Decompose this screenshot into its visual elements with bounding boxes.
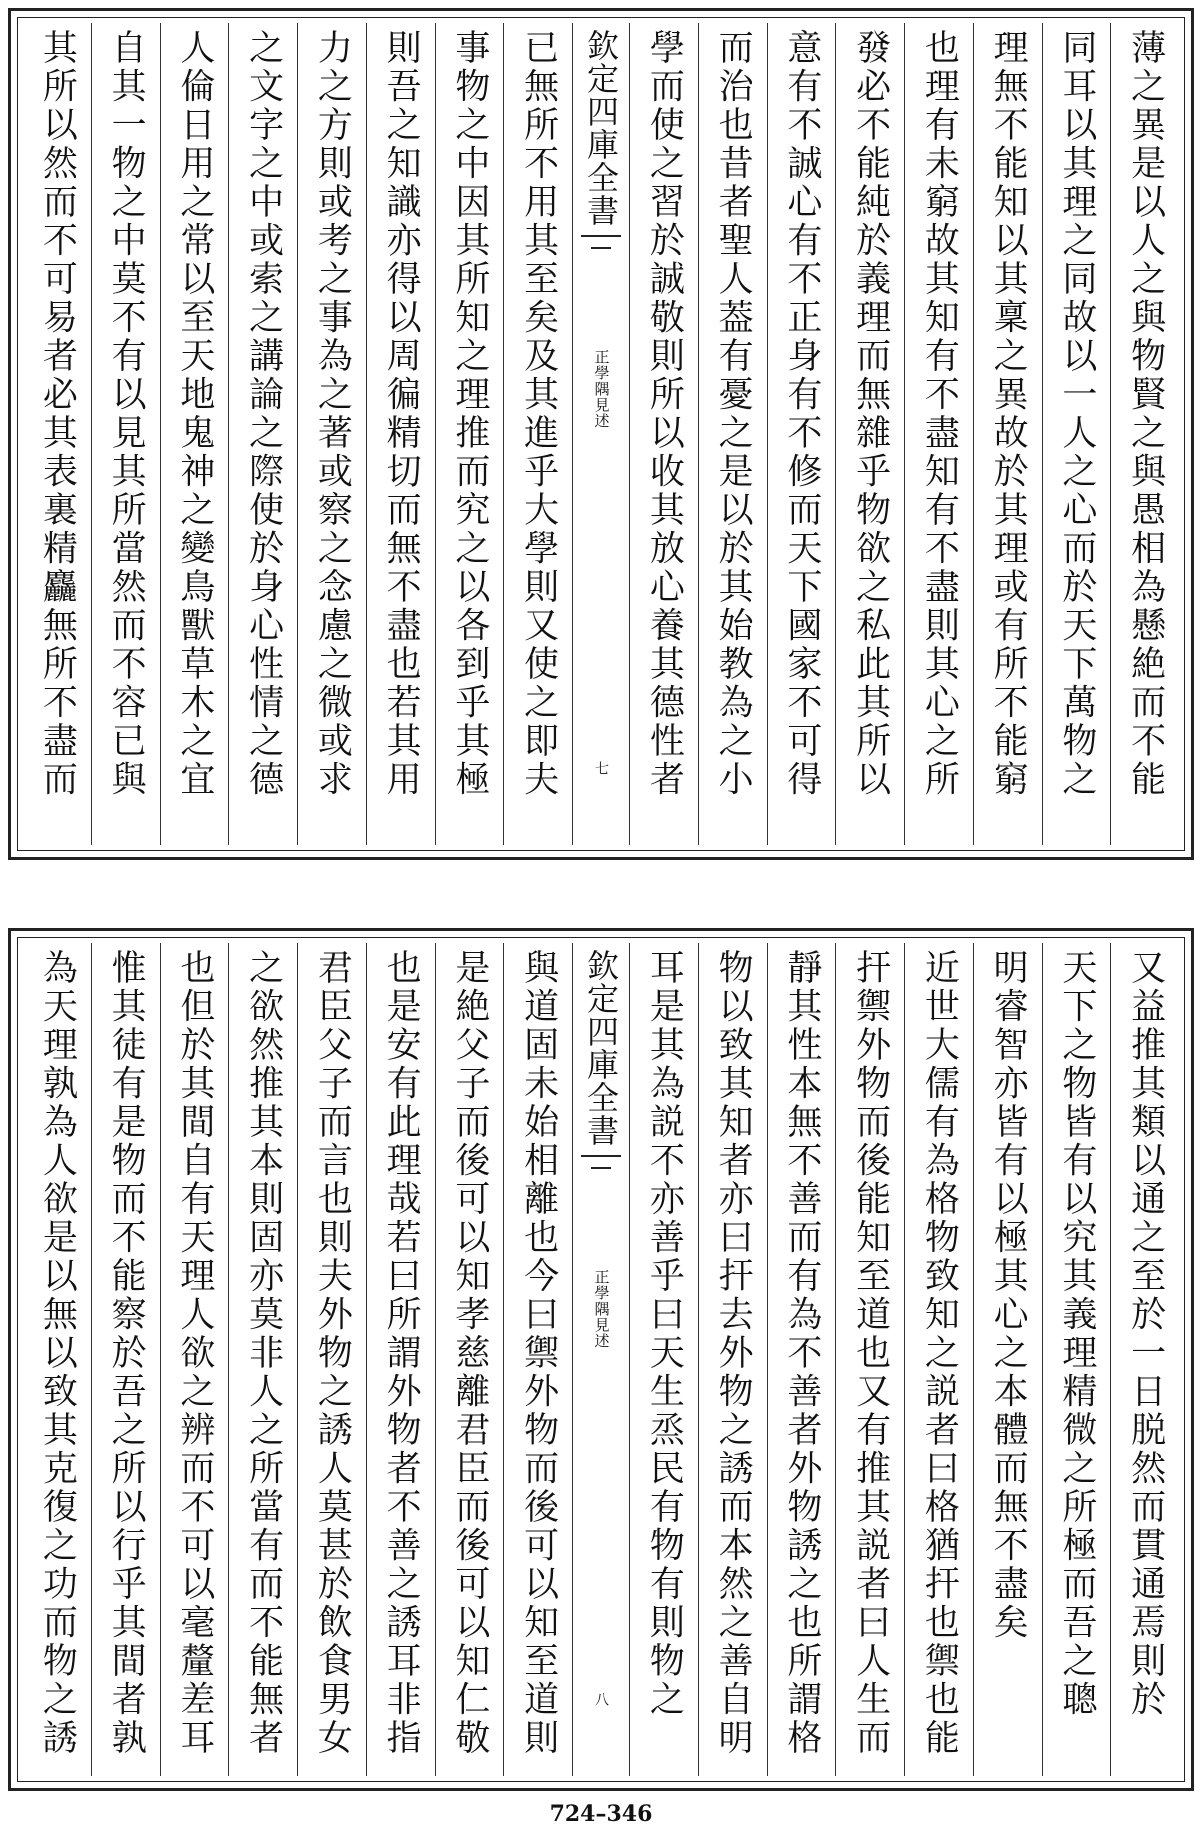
text-column: 之文字之中或索之講論之際使於身心性情之德 xyxy=(228,23,297,845)
fish-tail-mark xyxy=(581,235,621,259)
leaf-number: 八 xyxy=(593,1692,609,1706)
text-column: 物以致其知者亦曰扞去外物之誘而本然之善自明 xyxy=(698,943,767,1776)
book-title: 欽定四庫全書 xyxy=(582,949,620,1147)
text-column: 之欲然推其本則固亦莫非人之所當有而不能無者 xyxy=(228,943,297,1776)
text-column: 已無所不用其至矣及其進乎大學則又使之即夫 xyxy=(503,23,572,845)
chapter-title: 正學隅見述 xyxy=(592,1269,611,1349)
center-margin-strip xyxy=(572,23,629,845)
text-column: 扞禦外物而後能知至道也又有推其説者曰人生而 xyxy=(835,943,904,1776)
bottom-page xyxy=(8,928,1194,1791)
text-column: 發必不能純於義理而無雜乎物欲之私此其所以 xyxy=(835,23,904,845)
text-column: 也但於其間自有天理人欲之辨而不可以毫釐差耳 xyxy=(160,943,229,1776)
text-column: 自其一物之中莫不有以見其所當然而不容已與 xyxy=(91,23,160,845)
text-column: 近世大儒有為格物致知之説者曰格猶扞也禦也能 xyxy=(904,943,973,1776)
text-column: 與道固未始相離也今曰禦外物而後可以知至道則 xyxy=(503,943,572,1776)
text-column: 理無不能知以其稟之異故於其理或有所不能窮 xyxy=(973,23,1042,845)
text-column: 薄之異是以人之與物賢之與愚相為懸絶而不能 xyxy=(1110,23,1179,845)
text-column: 為天理孰為人欲是以無以致其克復之功而物之誘 xyxy=(37,949,78,1758)
text-column: 又益推其類以通之至於一日脱然而貫通焉則於 xyxy=(1110,943,1179,1776)
text-column: 而治也昔者聖人葢有憂之是以於其始教為之小 xyxy=(698,23,767,845)
text-column: 是絶父子而後可以知孝慈離君臣而後可以知仁敬 xyxy=(435,943,504,1776)
text-column: 也理有未窮故其知有不盡知有不盡則其心之所 xyxy=(904,23,973,845)
chapter-title: 正學隅見述 xyxy=(592,349,611,429)
text-column: 耳是其為説不亦善乎曰天生烝民有物有則物之 xyxy=(629,943,698,1776)
leaf-number: 七 xyxy=(593,761,609,775)
text-column: 君臣父子而言也則夫外物之誘人莫甚於飲食男女 xyxy=(297,943,366,1776)
text-column: 學而使之習於誠敬則所以收其放心養其德性者 xyxy=(629,23,698,845)
text-column: 明睿智亦皆有以極其心之本體而無不盡矣 xyxy=(973,943,1042,1776)
top-page xyxy=(8,8,1194,860)
fish-tail-mark xyxy=(581,1155,621,1179)
center-margin-strip xyxy=(572,943,629,1776)
bottom-page-columns xyxy=(23,943,1179,1776)
text-column: 也是安有此理哉若曰所謂外物者不善之誘耳非指 xyxy=(366,943,435,1776)
top-page-columns xyxy=(23,23,1179,845)
text-column: 靜其性本無不善而有為不善者外物誘之也所謂格 xyxy=(767,943,836,1776)
text-column: 事物之中因其所知之理推而究之以各到乎其極 xyxy=(435,23,504,845)
page-number: 724–346 xyxy=(549,1801,653,1827)
text-column: 則吾之知識亦得以周徧精切而無不盡也若其用 xyxy=(366,23,435,845)
text-column: 同耳以其理之同故以一人之心而於天下萬物之 xyxy=(1042,23,1111,845)
text-column: 其所以然而不可易者必其表裏精麤無所不盡而 xyxy=(37,29,78,799)
text-column: 天下之物皆有以究其義理精微之所極而吾之聰 xyxy=(1042,943,1111,1776)
book-title: 欽定四庫全書 xyxy=(582,29,620,227)
text-column: 人倫日用之常以至天地鬼神之變鳥獸草木之宜 xyxy=(160,23,229,845)
text-column: 力之方則或考之事為之著或察之念慮之微或求 xyxy=(297,23,366,845)
text-column: 意有不誠心有不正身有不修而天下國家不可得 xyxy=(767,23,836,845)
text-column: 惟其徒有是物而不能察於吾之所以行乎其間者孰 xyxy=(91,943,160,1776)
